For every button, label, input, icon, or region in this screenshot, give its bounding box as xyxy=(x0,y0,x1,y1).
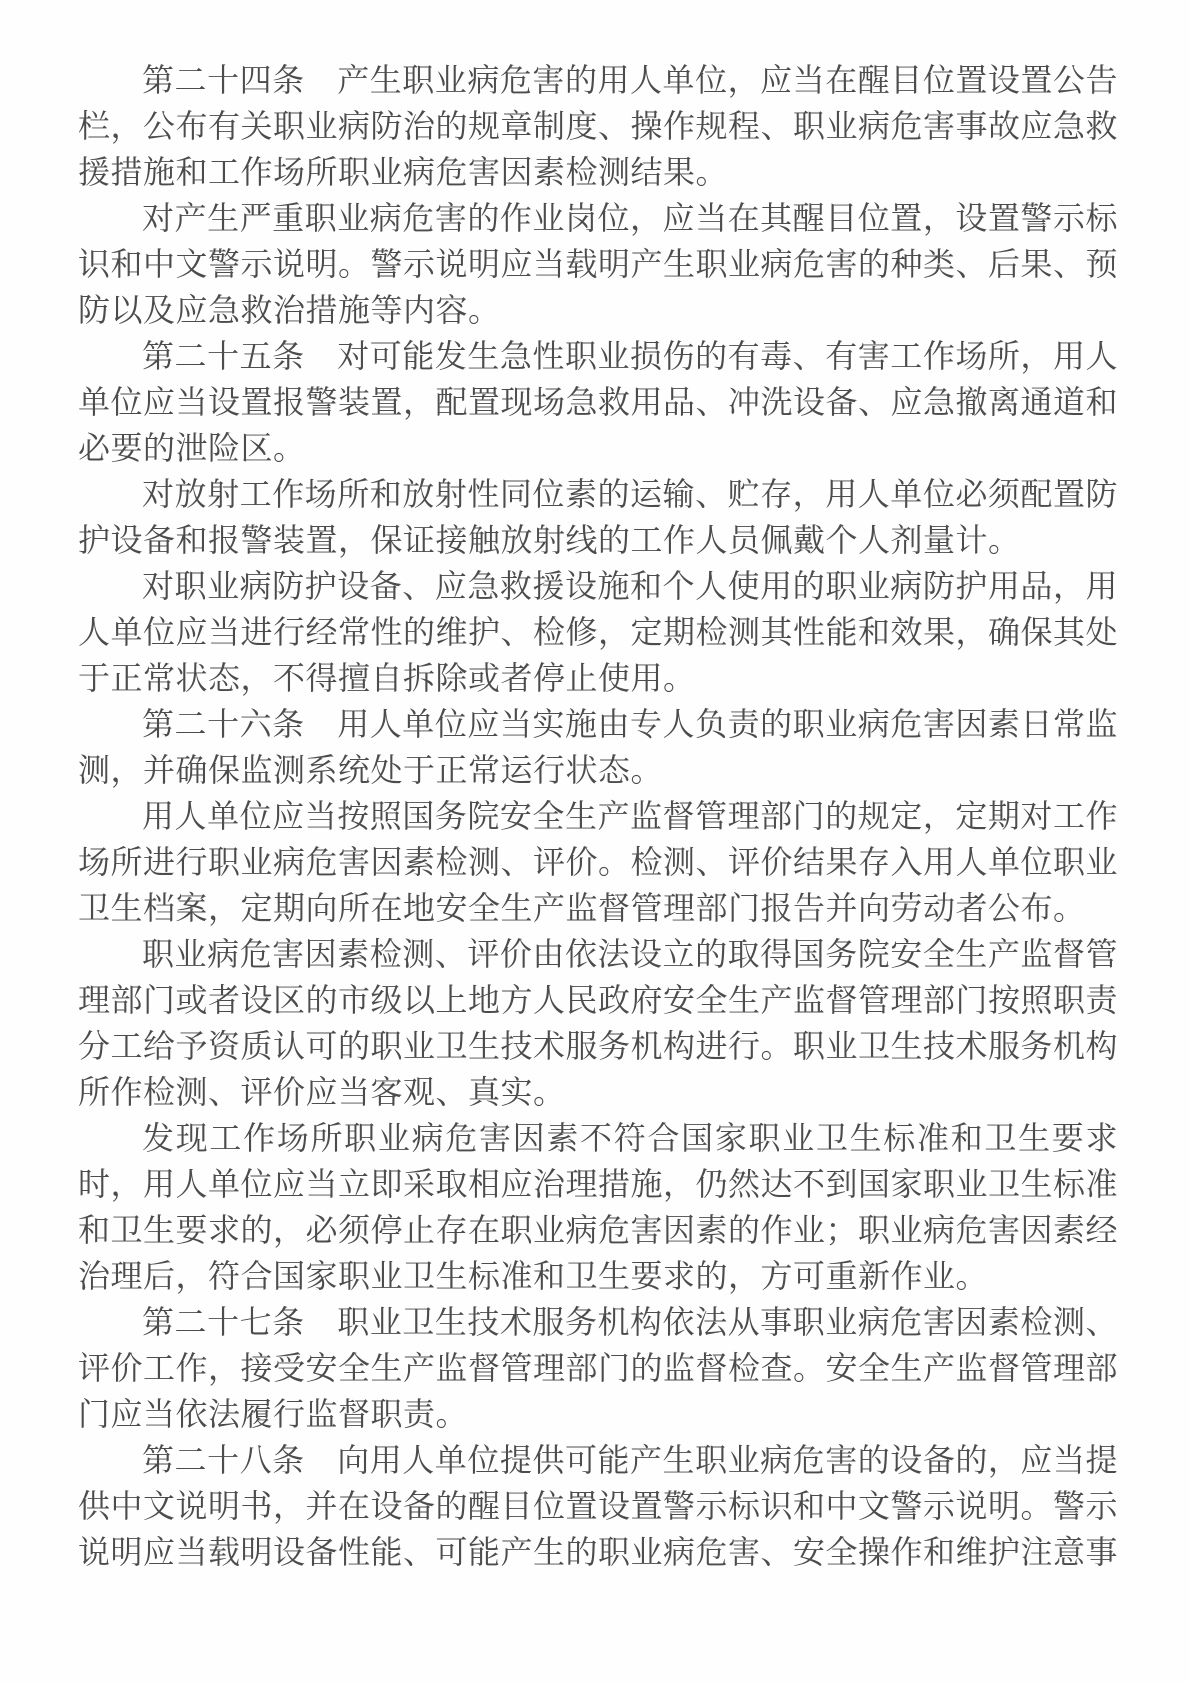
paragraph-article-24-clause-2: 对产生严重职业病危害的作业岗位，应当在其醒目位置，设置警示标识和中文警示说明。警示说明应当载明产生职业病危害的种类、后果、预防以及应急救治措施等内容。 xyxy=(78,200,1119,328)
paragraph-article-28: 第二十八条 向用人单位提供可能产生职业病危害的设备的，应当提供中文说明书，并在设备的醒目位置设置警示标识和中文警示说明。警示说明应当载明设备性能、可能产生的职业病危害、安全操作和维护注意事 xyxy=(78,1442,1119,1570)
document-body xyxy=(78,57,1118,1575)
paragraph-article-27: 第二十七条 职业卫生技术服务机构依法从事职业病危害因素检测、评价工作，接受安全生产监督管理部门的监督检查。安全生产监督管理部门应当依法履行监督职责。 xyxy=(78,1304,1119,1432)
paragraph-article-26-clause-3: 职业病危害因素检测、评价由依法设立的取得国务院安全生产监督管理部门或者设区的市级以上地方人民政府安全生产监督管理部门按照职责分工给予资质认可的职业卫生技术服务机构进行。职业卫生技术服务机构所作检测、评价应当客观、真实。 xyxy=(78,936,1119,1110)
paragraph-article-25: 第二十五条 对可能发生急性职业损伤的有毒、有害工作场所，用人单位应当设置报警装置，配置现场急救用品、冲洗设备、应急撤离通道和必要的泄险区。 xyxy=(78,338,1119,466)
paragraph-article-25-clause-3: 对职业病防护设备、应急救援设施和个人使用的职业病防护用品，用人单位应当进行经常性的维护、检修，定期检测其性能和效果，确保其处于正常状态，不得擅自拆除或者停止使用。 xyxy=(78,568,1119,696)
paragraph-article-26-clause-2: 用人单位应当按照国务院安全生产监督管理部门的规定，定期对工作场所进行职业病危害因素检测、评价。检测、评价结果存入用人单位职业卫生档案，定期向所在地安全生产监督管理部门报告并向劳动者公布。 xyxy=(78,798,1119,926)
paragraph-article-25-clause-2: 对放射工作场所和放射性同位素的运输、贮存，用人单位必须配置防护设备和报警装置，保证接触放射线的工作人员佩戴个人剂量计。 xyxy=(78,476,1118,558)
paragraph-article-24: 第二十四条 产生职业病危害的用人单位，应当在醒目位置设置公告栏，公布有关职业病防治的规章制度、操作规程、职业病危害事故应急救援措施和工作场所职业病危害因素检测结果。 xyxy=(78,62,1119,190)
paragraph-article-26: 第二十六条 用人单位应当实施由专人负责的职业病危害因素日常监测，并确保监测系统处于正常运行状态。 xyxy=(78,706,1118,788)
paragraph-article-26-clause-4: 发现工作场所职业病危害因素不符合国家职业卫生标准和卫生要求时，用人单位应当立即采取相应治理措施，仍然达不到国家职业卫生标准和卫生要求的，必须停止存在职业病危害因素的作业；职业病危害因素经治理后，符合国家职业卫生标准和卫生要求的，方可重新作业。 xyxy=(78,1120,1119,1294)
